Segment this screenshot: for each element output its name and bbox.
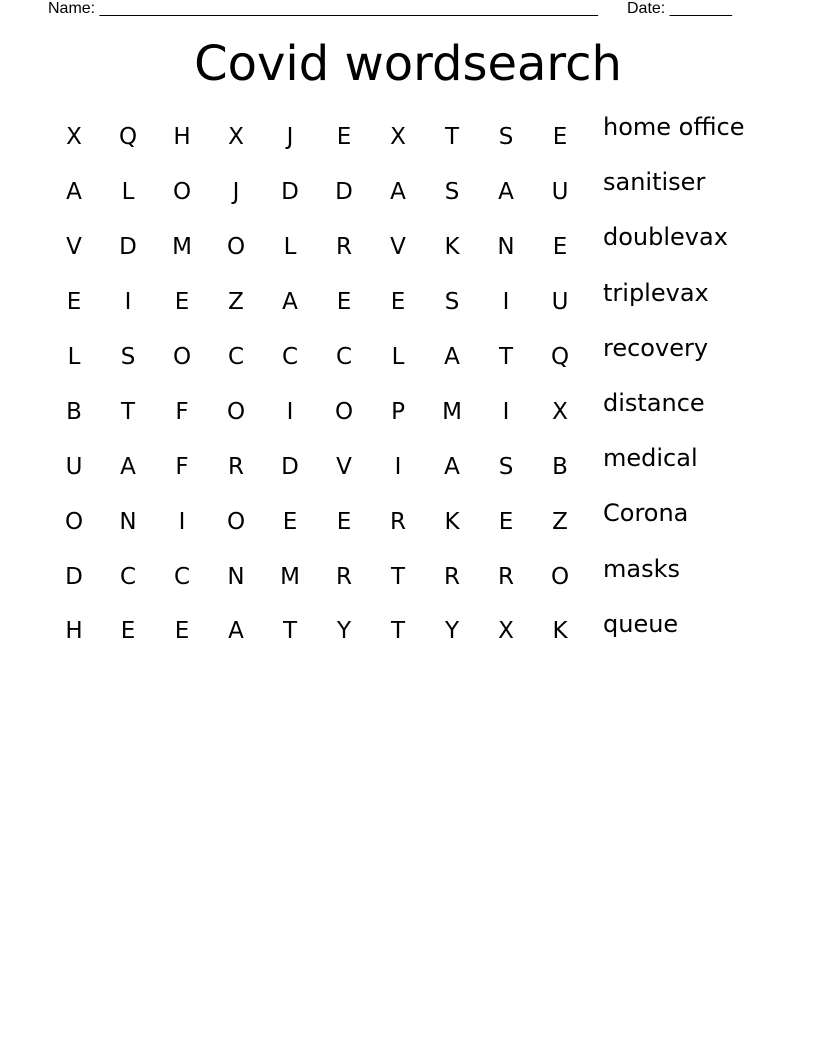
grid-letter: D: [119, 234, 137, 261]
grid-letter: C: [335, 344, 353, 370]
grid-letter: O: [64, 508, 84, 535]
grid-letter: E: [336, 289, 352, 316]
grid-letter: A: [390, 179, 406, 206]
grid-letter: O: [226, 398, 246, 425]
grid-letter: T: [282, 618, 298, 645]
grid-letter: R: [336, 563, 352, 590]
grid-letter: S: [498, 453, 514, 480]
grid-letter: X: [498, 618, 514, 645]
grid-letter: K: [444, 508, 460, 535]
grid-letter: S: [444, 289, 460, 316]
grid-letter: M: [442, 398, 462, 425]
word-list-item: home office: [603, 113, 745, 141]
grid-letter: M: [280, 563, 300, 590]
grid-letter: S: [444, 179, 460, 206]
grid-letter: E: [66, 289, 82, 316]
grid-letter: I: [124, 289, 132, 316]
grid-letter: L: [121, 179, 135, 206]
grid-letter: Z: [552, 508, 568, 535]
grid-letter: O: [334, 398, 354, 425]
grid-letter: T: [120, 398, 136, 425]
grid-letter: A: [228, 618, 244, 645]
grid-letter: A: [444, 344, 460, 370]
grid-row: [47, 494, 587, 549]
grid-letter: F: [175, 398, 189, 425]
grid-letter: E: [174, 618, 190, 645]
grid-letter: M: [172, 234, 192, 261]
grid-letter: E: [336, 508, 352, 535]
grid-letter: T: [390, 563, 406, 590]
grid-row: [47, 110, 587, 165]
grid-letter: O: [172, 179, 192, 206]
grid-letter: L: [391, 344, 405, 370]
grid-letter: K: [444, 234, 460, 261]
grid-letter: N: [119, 508, 137, 535]
grid-letter: N: [227, 563, 245, 590]
grid-letter: K: [552, 618, 568, 645]
grid-letter: C: [227, 344, 245, 370]
grid-letter: I: [178, 508, 186, 535]
grid-letter: I: [394, 453, 402, 480]
word-list-item: distance: [603, 388, 705, 417]
grid-letter: S: [120, 344, 136, 370]
grid-letter: A: [282, 289, 298, 316]
grid-letter: R: [444, 563, 460, 590]
grid-letter: D: [281, 453, 299, 480]
grid-letter: X: [66, 124, 82, 151]
grid-letter: T: [390, 618, 406, 645]
grid-letter: E: [120, 618, 136, 645]
grid-letter: C: [119, 563, 137, 590]
grid-letter: C: [173, 563, 191, 590]
word-list-item: medical: [603, 444, 698, 473]
grid-letter: R: [390, 508, 406, 535]
grid-letter: P: [391, 398, 405, 425]
grid-letter: B: [552, 453, 568, 480]
grid-letter: C: [281, 344, 299, 370]
grid-row: [47, 330, 587, 385]
word-list-item: queue: [603, 609, 679, 638]
grid-row: [47, 165, 587, 220]
word-list-item: Corona: [603, 499, 689, 528]
name-line: Name: ________________________________________________________: [48, 0, 598, 17]
grid-row: [47, 439, 587, 494]
grid-letter: R: [498, 563, 514, 590]
grid-row: [47, 604, 587, 659]
word-list-item: triplevax: [603, 278, 709, 307]
grid-letter: N: [497, 234, 515, 261]
grid-letter: E: [174, 289, 190, 316]
grid-letter: O: [172, 344, 192, 370]
grid-letter: V: [390, 234, 406, 261]
grid-letter: X: [390, 124, 406, 151]
grid-letter: H: [173, 124, 191, 151]
grid-letter: A: [444, 453, 460, 480]
grid-letter: U: [551, 289, 569, 316]
word-list-item: sanitiser: [603, 168, 706, 197]
grid-letter: A: [498, 179, 514, 206]
grid-letter: A: [66, 179, 82, 206]
letter-grid: [47, 110, 587, 659]
grid-letter: H: [65, 618, 83, 645]
grid-letter: B: [66, 398, 82, 425]
grid-letter: I: [502, 398, 510, 425]
grid-letter: Q: [550, 344, 570, 370]
worksheet-header: [48, 0, 748, 20]
word-list-item: doublevax: [603, 223, 728, 252]
grid-letter: Y: [336, 618, 352, 645]
page-title: Covid wordsearch: [194, 36, 622, 92]
grid-row: [47, 275, 587, 330]
grid-letter: R: [228, 453, 244, 480]
grid-letter: D: [335, 179, 353, 206]
grid-letter: S: [498, 124, 514, 151]
grid-letter: U: [551, 179, 569, 206]
grid-letter: I: [502, 289, 510, 316]
grid-letter: E: [390, 289, 406, 316]
grid-letter: J: [232, 179, 240, 206]
grid-letter: L: [67, 344, 81, 370]
grid-letter: O: [226, 508, 246, 535]
grid-row: [47, 384, 587, 439]
grid-letter: E: [282, 508, 298, 535]
grid-letter: E: [552, 234, 568, 261]
grid-letter: F: [175, 453, 189, 480]
date-line: Date: _______: [627, 0, 732, 17]
word-list-item: recovery: [603, 333, 709, 362]
grid-letter: E: [552, 124, 568, 151]
grid-letter: Z: [228, 289, 244, 316]
grid-letter: O: [226, 234, 246, 261]
grid-letter: X: [552, 398, 568, 425]
grid-row: [47, 549, 587, 604]
grid-letter: E: [498, 508, 514, 535]
grid-letter: Y: [444, 618, 460, 645]
grid-letter: A: [120, 453, 136, 480]
grid-letter: Q: [118, 124, 138, 151]
grid-letter: X: [228, 124, 244, 151]
grid-letter: D: [65, 563, 83, 590]
grid-letter: V: [336, 453, 352, 480]
grid-letter: R: [336, 234, 352, 261]
word-list-item: masks: [603, 554, 680, 583]
grid-letter: T: [444, 124, 460, 151]
grid-letter: T: [498, 344, 514, 370]
grid-letter: I: [286, 398, 294, 425]
word-list: [603, 100, 813, 652]
grid-letter: L: [283, 234, 297, 261]
grid-letter: J: [286, 124, 294, 151]
grid-letter: V: [66, 234, 82, 261]
grid-letter: U: [65, 453, 83, 480]
grid-letter: O: [550, 563, 570, 590]
grid-letter: D: [281, 179, 299, 206]
grid-letter: E: [336, 124, 352, 151]
grid-row: [47, 220, 587, 275]
